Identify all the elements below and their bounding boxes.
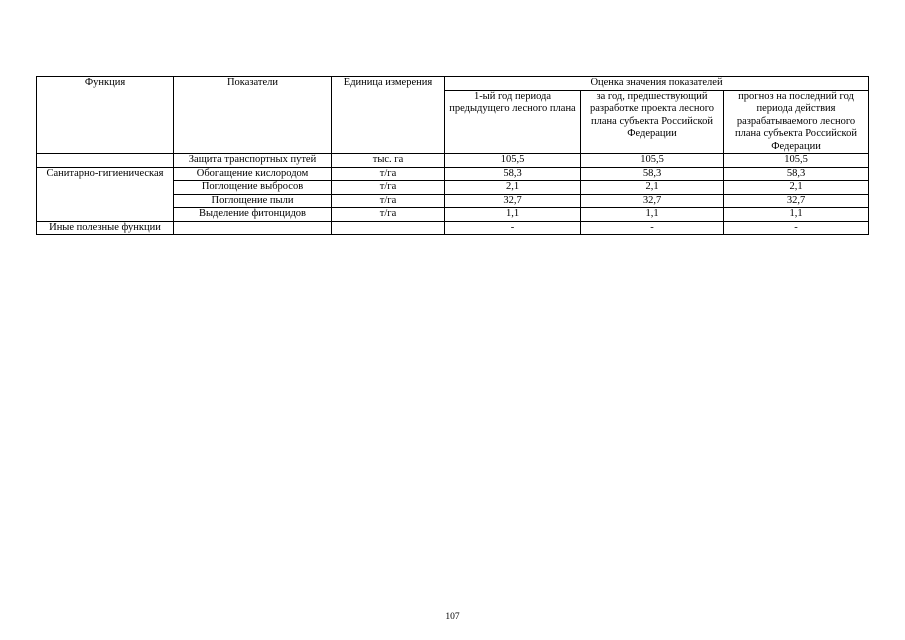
cell-function	[37, 154, 174, 168]
header-indicators: Показатели	[174, 77, 332, 154]
cell-value: 32,7	[581, 194, 724, 208]
cell-value: 1,1	[581, 208, 724, 222]
cell-value: 32,7	[724, 194, 869, 208]
cell-function: Санитарно-гигиеническая	[37, 167, 174, 221]
cell-value: 105,5	[724, 154, 869, 168]
cell-value: 1,1	[445, 208, 581, 222]
cell-value: 58,3	[724, 167, 869, 181]
cell-value: 105,5	[581, 154, 724, 168]
cell-value: -	[724, 221, 869, 235]
cell-value: 2,1	[445, 181, 581, 195]
cell-unit: тыс. га	[332, 154, 445, 168]
indicators-table	[36, 76, 869, 235]
cell-value: 2,1	[581, 181, 724, 195]
header-prior-year: за год, предшествующий разработке проекта лесного плана субъекта Российской Федерации	[581, 90, 724, 154]
cell-function: Иные полезные функции	[37, 221, 174, 235]
cell-indicator: Защита транспортных путей	[174, 154, 332, 168]
cell-value: -	[581, 221, 724, 235]
cell-indicator: Выделение фитонцидов	[174, 208, 332, 222]
page-number: 107	[445, 612, 460, 622]
cell-value: 58,3	[445, 167, 581, 181]
table-row	[37, 154, 869, 168]
cell-indicator	[174, 221, 332, 235]
table-header-row	[37, 77, 869, 91]
header-forecast: прогноз на последний год периода действия разрабатываемого лесного плана субъекта Российской Федерации	[724, 90, 869, 154]
cell-value: -	[445, 221, 581, 235]
cell-indicator: Поглощение пыли	[174, 194, 332, 208]
table-row	[37, 221, 869, 235]
header-assessment: Оценка значения показателей	[445, 77, 869, 91]
cell-unit	[332, 221, 445, 235]
header-first-year: 1-ый год периода предыдущего лесного плана	[445, 90, 581, 154]
table-row	[37, 167, 869, 181]
cell-unit: т/га	[332, 208, 445, 222]
header-function: Функция	[37, 77, 174, 154]
cell-value: 1,1	[724, 208, 869, 222]
cell-value: 105,5	[445, 154, 581, 168]
cell-indicator: Обогащение кислородом	[174, 167, 332, 181]
cell-value: 2,1	[724, 181, 869, 195]
cell-indicator: Поглощение выбросов	[174, 181, 332, 195]
cell-unit: т/га	[332, 194, 445, 208]
cell-value: 32,7	[445, 194, 581, 208]
header-unit: Единица измерения	[332, 77, 445, 154]
cell-unit: т/га	[332, 181, 445, 195]
cell-value: 58,3	[581, 167, 724, 181]
cell-unit: т/га	[332, 167, 445, 181]
